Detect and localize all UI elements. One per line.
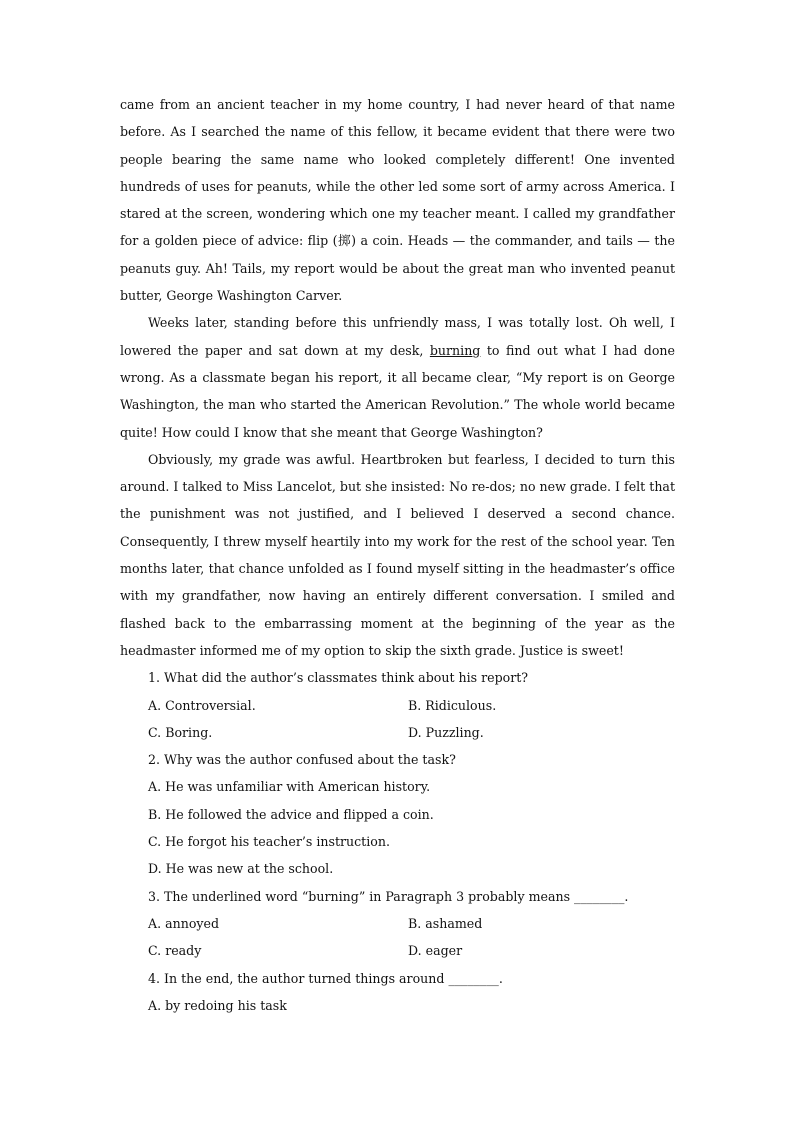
paragraph-2-text-after: to find out what I had done wrong. As a classmate began his report, it all became clear, “My report is on George Washington, the man who started the American Revolution.” The whole world became quite! How could I know that she meant that George Washington? [120,342,675,440]
question-1-option-a: A. Controversial. [148,697,256,713]
question-1-options-row-1 [120,692,675,719]
question-3-option-b: B. ashamed [408,915,483,931]
question-2-option-d: D. He was new at the school. [148,861,334,877]
question-1-option-b: B. Ridiculous. [408,697,497,713]
question-4-stem: 4. In the end, the author turned things around ________. [148,970,503,986]
passage-paragraph-3: Obviously, my grade was awful. Heartbroken but fearless, I decided to turn this around. I talked to Miss Lancelot, but she insisted: No re-dos; no new grade. I felt that the punishment was not justified, and I believed I deserved a second chance. Consequently, I threw myself heartily into my work for the rest of the school year. Ten months later, that chance unfolded as I found myself sitting in the headmaster’s office with my grandfather, now having an entirely different conversation. I smiled and flashed back to the embarrassing moment at the beginning of the year as the headmaster informed me of my option to skip the sixth grade. Justice is sweet! [120,451,675,658]
question-1-option-c: C. Boring. [148,724,213,740]
question-3-option-d: D. eager [408,943,463,959]
paragraph-2-text-before: Weeks later, standing before this unfriendly mass, I was totally lost. Oh well, I lowered the paper and sat down at my desk, [120,315,675,358]
question-1-stem: 1. What did the author’s classmates think about his report? [148,670,529,686]
passage-paragraph-2 [120,309,675,445]
question-3-options-row-1 [120,910,675,937]
underlined-word-burning: burning [429,342,481,358]
question-2-option-a: A. He was unfamiliar with American history. [148,779,431,795]
question-3-option-c: C. ready [148,943,202,959]
question-1-option-d: D. Puzzling. [408,724,484,740]
document-body [120,91,675,1019]
question-3-options-row-2 [120,937,675,964]
question-3-option-a: A. annoyed [148,915,220,931]
question-4-option-a: A. by redoing his task [148,997,287,1013]
passage-paragraph-1: came from an ancient teacher in my home country, I had never heard of that name before. As I searched the name of this fellow, it became evident that there were two people bearing the same name who looked completely different! One invented hundreds of uses for peanuts, while the other led some sort of army across America. I stared at the screen, wondering which one my teacher meant. I called my grandfather for a golden piece of advice: flip (掷) a coin. Heads — the commander, and tails — the peanuts guy. Ah! Tails, my report would be about the great man who invented peanut butter, George Washington Carver. [120,97,675,304]
question-2-stem: 2. Why was the author confused about the task? [148,752,456,768]
question-2-option-c: C. He forgot his teacher’s instruction. [148,834,390,850]
question-2-option-b: B. He followed the advice and flipped a coin. [148,806,434,822]
question-3-stem: 3. The underlined word “burning” in Paragraph 3 probably means ________. [148,888,629,904]
question-1-options-row-2 [120,719,675,746]
